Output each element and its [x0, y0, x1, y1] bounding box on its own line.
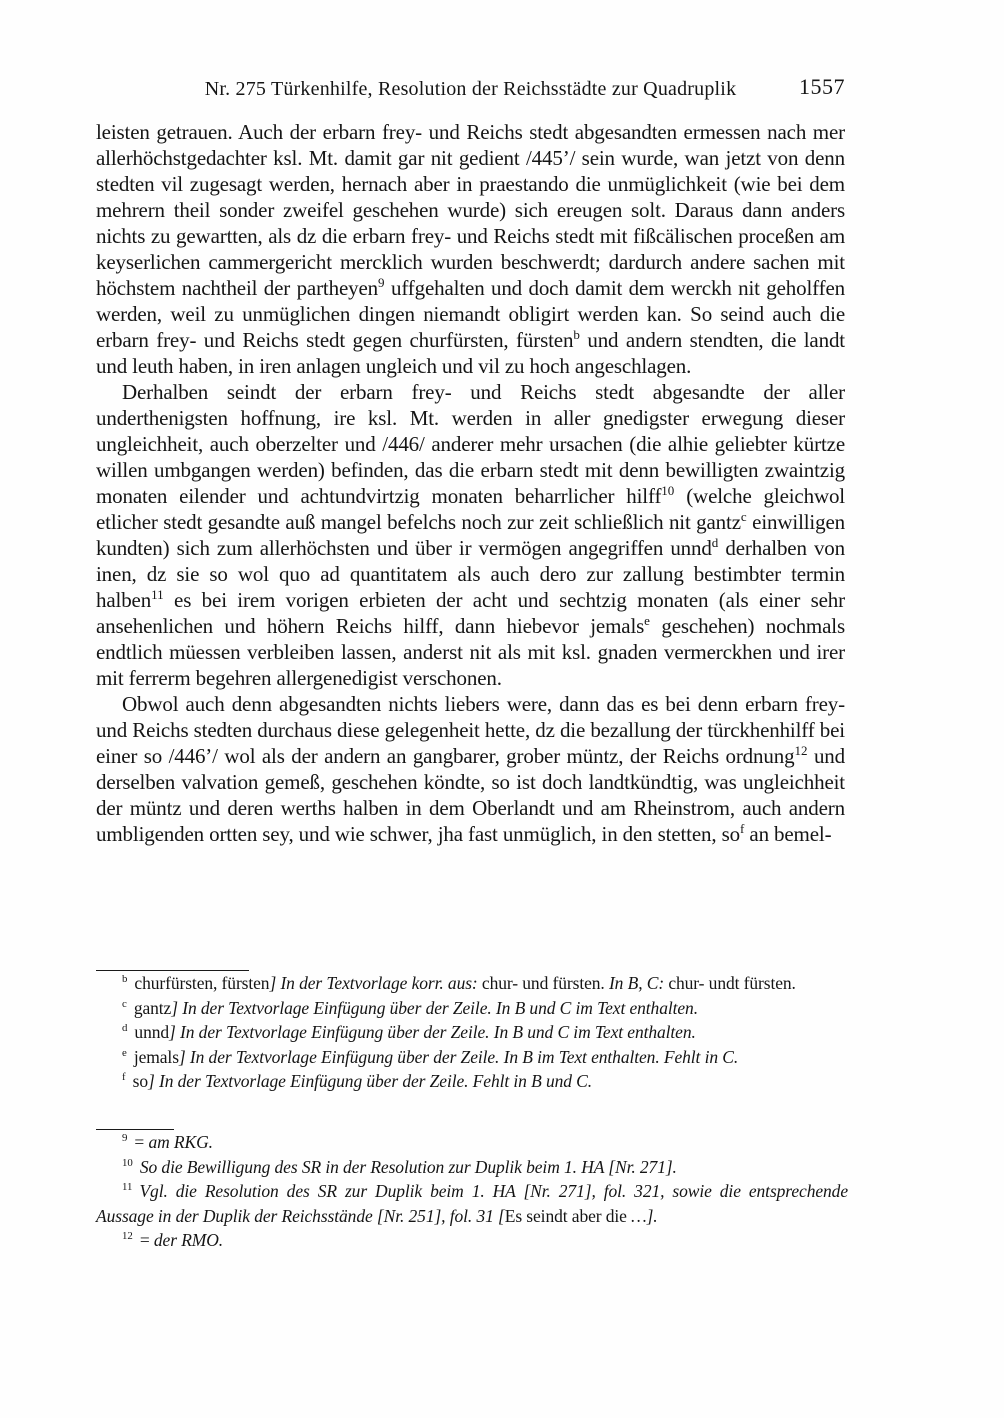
commentary-notes — [96, 1130, 848, 1253]
footnote-ref: 10 — [661, 483, 675, 498]
paragraph: Obwol auch denn abgesandten nichts liebers were, dann das es bei denn erbarn frey- und Reichs stedten durchaus diese gelegenheit hette, dz die bezallung der türckhenhilff bei einer so /446’/ wol als der andern an gangbarer, grober müntz, der Reichs ordnung$^{12}$ und derselben valvation gemeß, geschehen köndte, so ist doch landtkündtig, was ungleichheit der müntz und deren werths halben in dem Oberlandt und am Rheinstrom, auch andern umbligenden ortten sey, und wie schwer, jha fast unmüglich, in den stetten, $so^f$ an bemel- — [96, 692, 845, 846]
editorial-italic-text: der RMO. — [153, 1230, 224, 1250]
commentary-note: $^{11}$ Vgl. die Resolution des SR zur Duplik beim 1. HA [Nr. 271], fol. 321, sowie die entsprechende Aussage in der Duplik der Reichsstände [Nr. 251], fol. 31 [Es seindt aber die …]. — [96, 1181, 848, 1226]
page-header — [96, 76, 845, 102]
footnote-marker: 9 — [122, 1132, 128, 1145]
critical-note: $^d$ unnd] In der Textvorlage Einfügung über der Zeile. In B und C im Text enthalten. — [122, 1022, 696, 1042]
footnote-marker: e — [122, 1046, 127, 1059]
editorial-italic-text: ] In der Textvorlage Einfügung über der Zeile. In B und C im Text enthalten. — [171, 997, 698, 1018]
footnote-marker: d — [122, 1022, 128, 1035]
commentary-note — [96, 1155, 848, 1180]
critical-note: $^e$ jemals] In der Textvorlage Einfügung über der Zeile. In B im Text enthalten. Fehlt in C. — [122, 1046, 739, 1067]
footnote-marker: 11 — [122, 1181, 133, 1194]
page-number: 1557 — [799, 74, 845, 99]
running-title: Nr. 275 Türkenhilfe, Resolution der Reichsstädte zur Quadruplik — [204, 78, 737, 100]
footnote-marker: c — [122, 997, 127, 1010]
footnote-marker: 12 — [122, 1230, 133, 1243]
critical-note: $^c$ gantz] In der Textvorlage Einfügung über der Zeile. In B und C im Text enthalten. — [122, 997, 698, 1018]
commentary-note: $^{12}$ = der RMO. — [122, 1230, 224, 1250]
editorial-italic-text: In B, C: — [608, 973, 665, 993]
paragraph: Derhalben seindt der erbarn frey- und Reichs stedt abgesandte der aller underthenigsten hoffnung, ire ksl. Mt. werden in aller gnedigster erwegung dieser ungleichheit, auch oberzelter und /446/ anderer mehr ursachen (die alhie geliebter kürtze willen umbgangen werden) befinden, das die erbarn stedt mit denn bewilligten zwaintzig monaten eilender und achtundvirtzig monaten beharrlicher hilff$^{10}$ (welche gleichwol etlicher stedt gesandte auß mangel befelchs noch zur zeit schließlich nit gantz$^c$ einwilligen kundten) sich zum allerhöchsten und über ir vermögen angegriffen unnd$^d$ derhalben von inen, dz sie so wol quo ad quantitatem als auch dero zur zallung bestimbter termin halben$^{11}$ es bei irem vorigen erbieten der acht und sechtzig monaten (als einer sehr ansehenlichen und höhern Reichs hilff, dann hiebevor jemals$^e$ geschehen) nochmals endtlich müessen verbleiben lassen, anderst nit als mit ksl. gnaden vermerckhen und irer mit ferrerm begehren allergenedigist verschonen. — [96, 380, 845, 690]
footnote-marker: f — [122, 1071, 126, 1084]
editorial-italic-text: …]. — [631, 1205, 658, 1226]
editorial-italic-text: am RKG. — [148, 1132, 213, 1152]
paragraph: leisten getrauen. Auch der erbarn frey- und Reichs stedt abgesandten ermessen nach mer allerhöchstgedachter ksl. Mt. damit gar nit gedient /445’/ sein wurde, wan jetzt von denn stedten vil zugesagt werden, hernach aber in praestando die unmüglichkeit (wie bei dem mehrern theil sonder zweifel geschehen wurde) sich ereugen solt. Daraus dann anders nichts zu gewartten, als dz die erbarn frey- und Reichs stedt mit fißcälischen proceßen am keyserlichen cammergericht mercklich wurden beschwerdt; dardurch andere sachen mit höchstem nachtheil der partheyen$^9$ uffgehalten und doch damit dem werckh nit geholffen werden, weil zu unmüglichen dingen niemandt obligirt werden kan. So seind auch die erbarn frey- und Reichs stedt gegen churfürsten, fürsten$^b$ und andern stendten, die landt und leuth haben, in iren anlagen ungleich und vil zu hoch angeschlagen. — [96, 120, 845, 378]
footnote-ref: f — [739, 821, 745, 836]
editorial-italic-text: So die Bewilligung des SR in der Resolution zur Duplik beim 1. HA [Nr. 271]. — [139, 1156, 677, 1177]
footnote-marker: 10 — [122, 1156, 133, 1169]
footnote-ref: b — [573, 327, 580, 342]
editorial-italic-text: ] In der Textvorlage Einfügung über der Zeile. In B im Text enthalten. Fehlt in C. — [178, 1046, 739, 1067]
footnote-ref: e — [644, 613, 650, 628]
body-text — [96, 119, 845, 847]
footnote-marker: b — [122, 973, 128, 986]
footnote-ref: d — [711, 535, 719, 550]
commentary-note: $^9$ = am RKG. — [122, 1132, 213, 1152]
editorial-italic-text: ] In der Textvorlage korr. aus: — [269, 973, 478, 993]
editorial-italic-text: ] In der Textvorlage Einfügung über der Zeile. Fehlt in B und C. — [148, 1071, 593, 1091]
critical-note: $^b$ churfürsten, fürsten] In der Textvorlage korr. aus: chur- und fürsten. In B, C: chur- undt fürsten. — [122, 973, 796, 993]
editorial-italic-text: ] In der Textvorlage Einfügung über der Zeile. In B und C im Text enthalten. — [169, 1022, 696, 1042]
footnote-ref: c — [740, 509, 747, 524]
footnote-ref: 12 — [794, 743, 808, 758]
editorial-italic-text: Vgl. die Resolution des SR zur Duplik beim 1. HA [Nr. 271], fol. 321, sowie die entsprechende Aussage in der Duplik der Reichsstände [Nr. 251], fol. 31 [ — [96, 1181, 848, 1226]
critical-note: $^f$ so] In der Textvorlage Einfügung über der Zeile. Fehlt in B und C. — [122, 1071, 593, 1091]
critical-notes — [96, 971, 848, 1094]
footnote-ref: 11 — [151, 587, 164, 602]
footnote-ref: 9 — [378, 275, 385, 290]
